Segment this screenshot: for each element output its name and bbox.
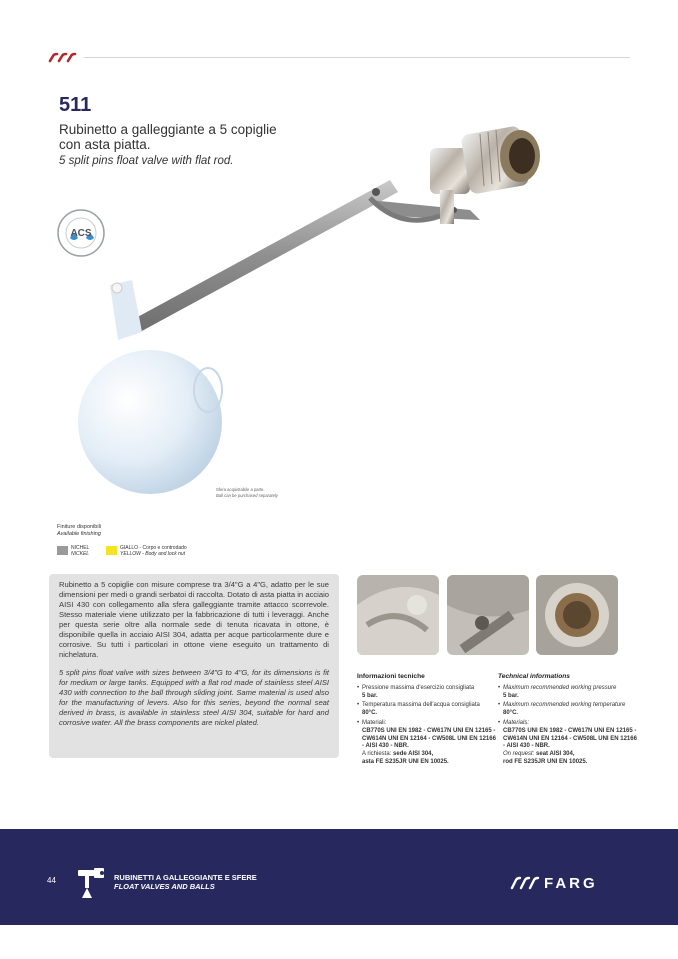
finishes-title-it: Finiture disponibili (57, 524, 102, 530)
tech-en-materials-label: Materials: (503, 719, 530, 726)
description-box (49, 574, 339, 758)
farg-logo-text: FARG (544, 875, 598, 892)
finish-nickel-it: NICHEL (71, 545, 90, 551)
detail-photo-lever (447, 575, 529, 655)
tech-en-pressure (498, 685, 638, 701)
product-title-en: 5 split pins float valve with flat rod. (59, 155, 234, 167)
tech-en-materials (498, 720, 638, 767)
tech-en-temp-label: Maximum recommended working temperature (503, 702, 626, 709)
product-title-it: Rubinetto a galleggiante a 5 copiglie con asta piatta. (59, 122, 277, 152)
finish-nickel-en: NICKEL (71, 551, 90, 558)
farg-logo (510, 872, 630, 892)
tech-it-temp-label: Temperatura massima dell'acqua consigliata (362, 702, 480, 709)
description-it: Rubinetto a 5 copiglie con misure comprese tra 3/4"G a 4"G, adatto per le sue dimensioni per medi o grandi serbatoi di raccolta. Dotato di asta piatta in acciaio AISI 430 con collegamento alla sfera galleggiante tramite attacco scorrevole. Stesso materiale viene utilizzato per la fabbricazione di tutti i leveraggi. Anche per questa serie oltre alla normale sede di tenuta ricavata in ottone, è disponibile quella in acciaio AISI 304, adatta per acque particolarmente dure e corrosive. Su tutti i particolari in ottone viene eseguito un trattamento di nichelatura. (59, 580, 329, 659)
finishes-title (57, 524, 101, 538)
acs-badge-text: ACS (70, 228, 92, 239)
tech-it-temp-value: 80°C. (362, 710, 378, 717)
tech-en-request (503, 751, 638, 759)
tech-en-title: Technical informations (498, 673, 570, 680)
tech-it-temperature (357, 702, 497, 718)
tech-it-pressure-value: 5 bar. (362, 692, 378, 699)
tech-it-materials-value: CB770S UNI EN 1982 - CW617N UNI EN 12165 - CW614N UNI EN 12164 - CW508L UNI EN 12166 - AISI 430 - NBR. (362, 727, 496, 750)
ball-note-en: Ball can be purchased separately (216, 493, 278, 498)
finish-yellow-en: YELLOW - Body and lock nut (120, 551, 186, 558)
tech-it-pressure-label: Pressione massima d'esercizio consigliata (362, 684, 475, 691)
yellow-swatch (106, 546, 117, 555)
bottom-margin (0, 925, 678, 959)
tech-it-request-value2: asta FE S235JR UNI EN 10025. (362, 758, 449, 765)
ball-note (216, 487, 278, 499)
tech-it-materials (357, 720, 497, 767)
detail-photo-body (357, 575, 439, 655)
technical-info-it (357, 673, 497, 769)
description-en: 5 split pins float valve with sizes between 3/4"G to 4"G, for its dimensions is fit for medium or large tanks. Equipped with a flat rod made of stainless steel AISI 430 with connection to the ball through sliding joint. Same material is used also for the manufacturing of levers. Also for this series, beyond the normal seat derived in brass, is available in stainless steel AISI 304, suitable for hard and corrosive water. All the brass components are nickel plated. (59, 668, 329, 727)
tech-en-temp-value: 80°C. (503, 710, 519, 717)
header-rule (84, 57, 630, 58)
detail-photo-seat (536, 575, 618, 655)
finish-nickel-label (71, 545, 89, 557)
brand-mark-icon (48, 50, 78, 64)
tech-en-temperature (498, 702, 638, 718)
float-valve-icon (76, 866, 108, 900)
tech-it-materials-label: Materiali: (362, 719, 387, 726)
float-valve-image (70, 120, 570, 510)
acs-certification-badge (56, 208, 106, 258)
tech-it-pressure (357, 685, 497, 701)
tech-en-request-value2: rod FE S235JR UNI EN 10025. (503, 758, 588, 765)
nickel-swatch (57, 546, 68, 555)
tech-en-materials-value: CB770S UNI EN 1982 - CW617N UNI EN 12165 - CW614N UNI EN 12164 - CW508L UNI EN 12166 - AISI 430 - NBR. (503, 727, 637, 750)
footer-category-it: RUBINETTI A GALLEGGIANTE E SFERE (114, 873, 257, 882)
tech-en-request-value: seat AISI 304, (536, 751, 575, 758)
tech-en-pressure-label: Maximum recommended working pressure (503, 684, 617, 691)
tech-it-request (362, 751, 497, 759)
tech-it-request-label: A richiesta: (362, 751, 392, 758)
tech-it-request-value: sede AISI 304, (393, 751, 434, 758)
page-number: 44 (47, 876, 56, 885)
finish-yellow-label (120, 545, 187, 557)
ball-note-it: Sfera acquistabile a parte. (216, 487, 265, 492)
product-code: 511 (59, 94, 92, 116)
technical-info-en (498, 673, 638, 769)
tech-en-request-label: On request: (503, 751, 535, 758)
finish-yellow-it: GIALLO - Corpo e controdado (120, 545, 187, 551)
footer-category (114, 873, 257, 891)
tech-en-pressure-value: 5 bar. (503, 692, 519, 699)
footer-category-en: FLOAT VALVES AND BALLS (114, 882, 215, 891)
tech-it-title: Informazioni tecniche (357, 673, 425, 680)
finishes-title-en: Available finishing (57, 531, 101, 537)
